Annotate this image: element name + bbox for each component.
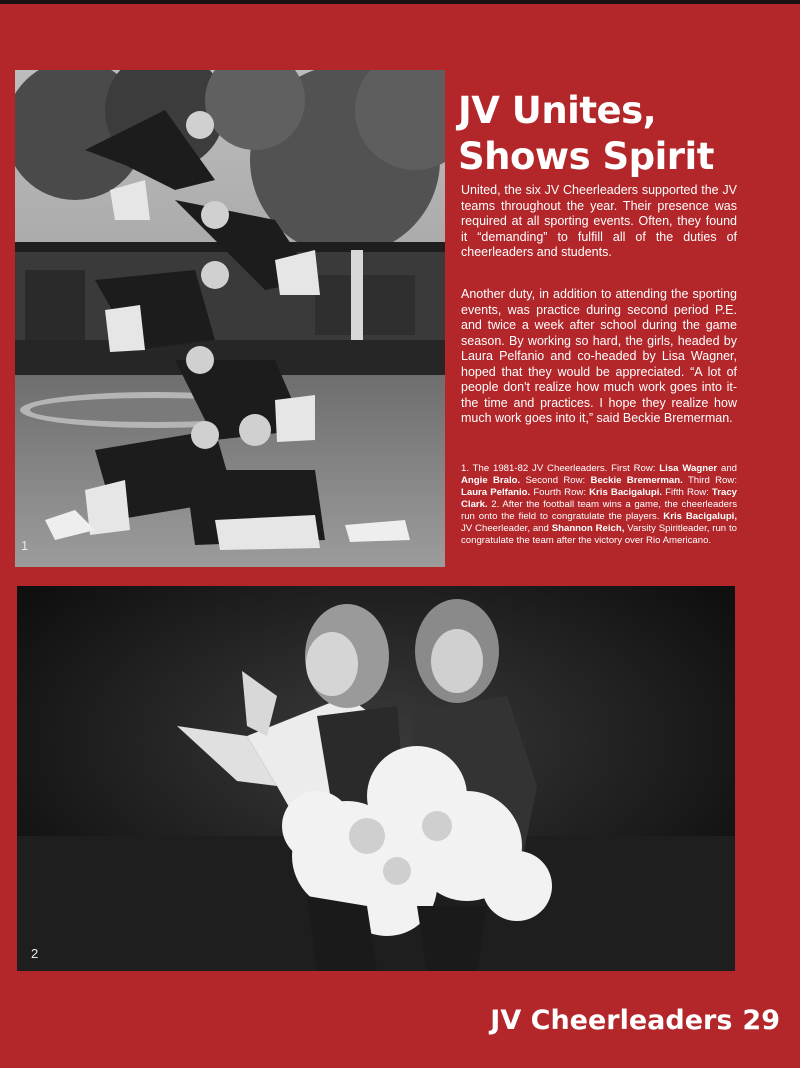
- headline: [458, 88, 788, 180]
- running-photo-illustration: [17, 586, 735, 971]
- caption-name: Tracy Clark.: [461, 487, 737, 510]
- page-footer: [490, 1005, 780, 1036]
- headline-line-1: JV Unites,: [458, 89, 657, 132]
- caption-text: Third Row:: [682, 475, 737, 486]
- caption-text: and: [717, 463, 737, 474]
- caption-text: Fourth Row:: [530, 487, 590, 498]
- caption-name: Lisa Wagner: [659, 463, 718, 474]
- caption-text: Second Row:: [520, 475, 591, 486]
- section-title: JV Cheerleaders: [490, 1005, 733, 1036]
- caption-text: JV Cheerleader, and: [461, 523, 552, 534]
- body-paragraph-2: Another duty, in addition to attending the sporting events, was practice during second period P.E. and twice a week after school during the game season. By working so hard, the girls, headed by Laura Pelfanio and co-headed by Lisa Wagner, hoped that they would be appreciated. “A lot of people don't realize how much work goes into it-the time and practices. I hope they realize how much work goes into it,” said Beckie Bremerman.: [461, 287, 737, 425]
- caption-text: Varsity Spiritleader, run to congratulate the team after the victory over Rio Americano.: [461, 523, 737, 546]
- photo-number-1: 1: [21, 538, 29, 553]
- page-number: 29: [742, 1005, 780, 1036]
- caption-name: Angie Bralo.: [461, 475, 521, 486]
- caption-name: Kris Bacigalupi,: [663, 511, 738, 522]
- caption-text: 2. After the football team wins a game, the cheerleaders run onto the field to congratulate the players.: [461, 499, 737, 522]
- headline-line-2: Shows Spirit: [458, 135, 714, 178]
- caption-text: 1. The 1981-82 JV Cheerleaders. First Row:: [461, 463, 660, 474]
- pyramid-photo-illustration: [15, 70, 445, 567]
- cheerleaders-running-photo: [17, 586, 735, 971]
- page-top-edge: [0, 0, 800, 4]
- caption-name: Beckie Bremerman.: [590, 475, 683, 486]
- caption-text: Fifth Row:: [662, 487, 712, 498]
- photo-number-2: 2: [31, 946, 39, 961]
- caption-name: Shannon Reich,: [551, 523, 625, 534]
- cheerleader-pyramid-photo: [15, 70, 445, 567]
- caption-name: Kris Bacigalupi.: [589, 487, 663, 498]
- body-paragraph-1: United, the six JV Cheerleaders supported the JV teams throughout the year. Their presence was required at all sporting events. Often, they found it “demanding” to fulfill all of the duties of cheerleaders and students.: [461, 183, 737, 259]
- photo-caption: [461, 463, 737, 547]
- caption-name: Laura Pelfanio.: [461, 487, 531, 498]
